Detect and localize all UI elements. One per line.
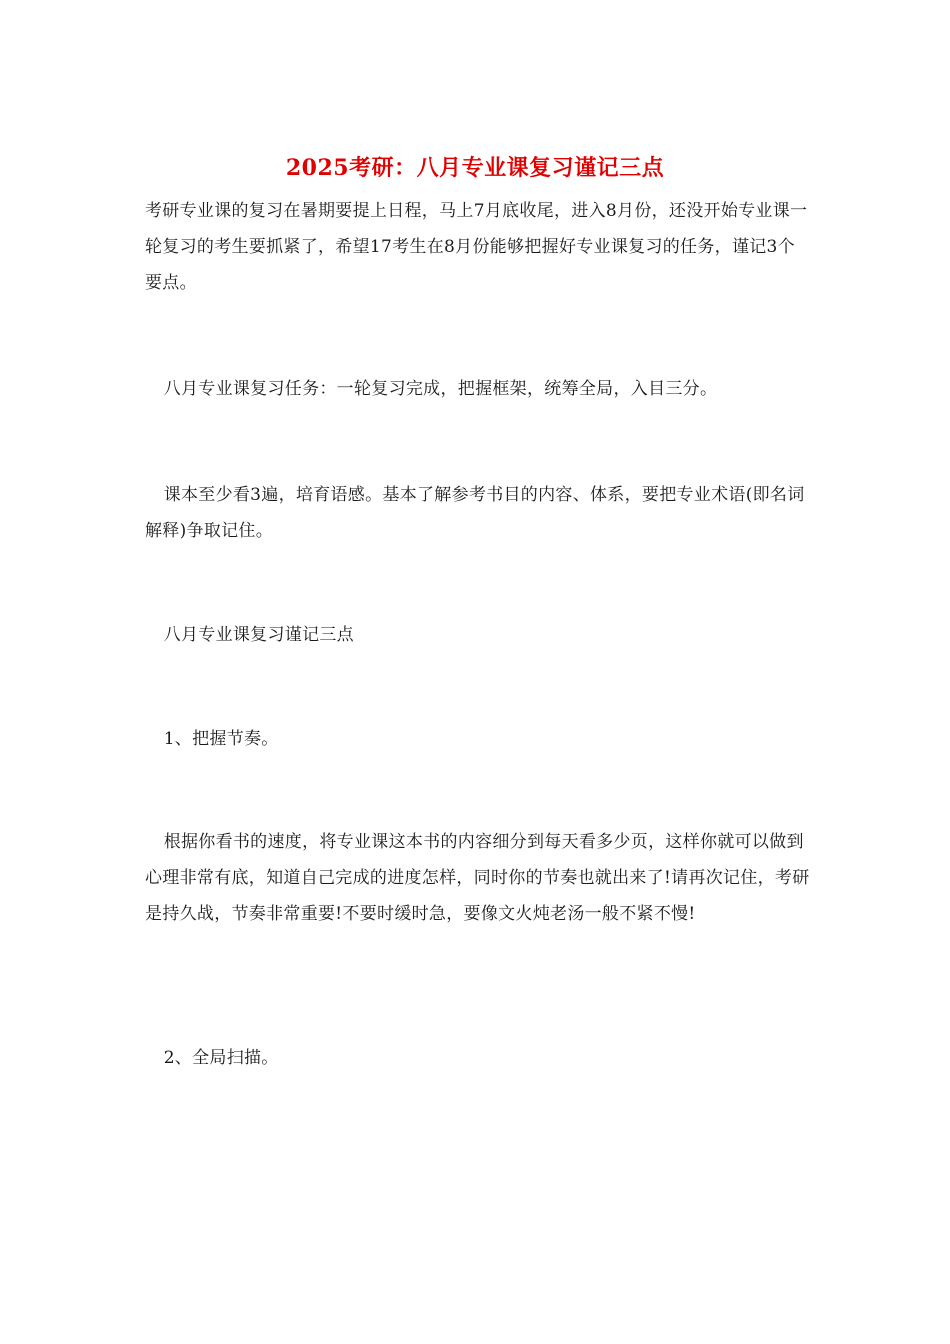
point-1-paragraph: 根据你看书的速度，将专业课这本书的内容细分到每天看多少页，这样你就可以做到心理非常有底，知道自己完成的进度怎样，同时你的节奏也就出来了!请再次记住，考研是持久战，节奏非常重要!不要时缓时急，要像文火炖老汤一般不紧不慢! (145, 832, 810, 924)
intro-paragraph: 考研专业课的复习在暑期要提上日程，马上7月底收尾，进入8月份，还没开始专业课一轮复习的考生要抓紧了，希望17考生在8月份能够把握好专业课复习的任务，谨记3个要点。 (145, 201, 808, 293)
point-2-heading: 2、全局扫描。 (163, 1048, 279, 1068)
point-1-heading: 1、把握节奏。 (163, 729, 279, 749)
section-heading: 八月专业课复习谨记三点 (163, 625, 354, 645)
document-title: 2025考研：八月专业课复习谨记三点 (285, 155, 665, 181)
task-paragraph: 八月专业课复习任务：一轮复习完成，把握框架，统筹全局，入目三分。 (163, 379, 718, 399)
textbook-paragraph: 课本至少看3遍，培育语感。基本了解参考书目的内容、体系，要把专业术语(即名词解释)争取记住。 (145, 485, 805, 541)
